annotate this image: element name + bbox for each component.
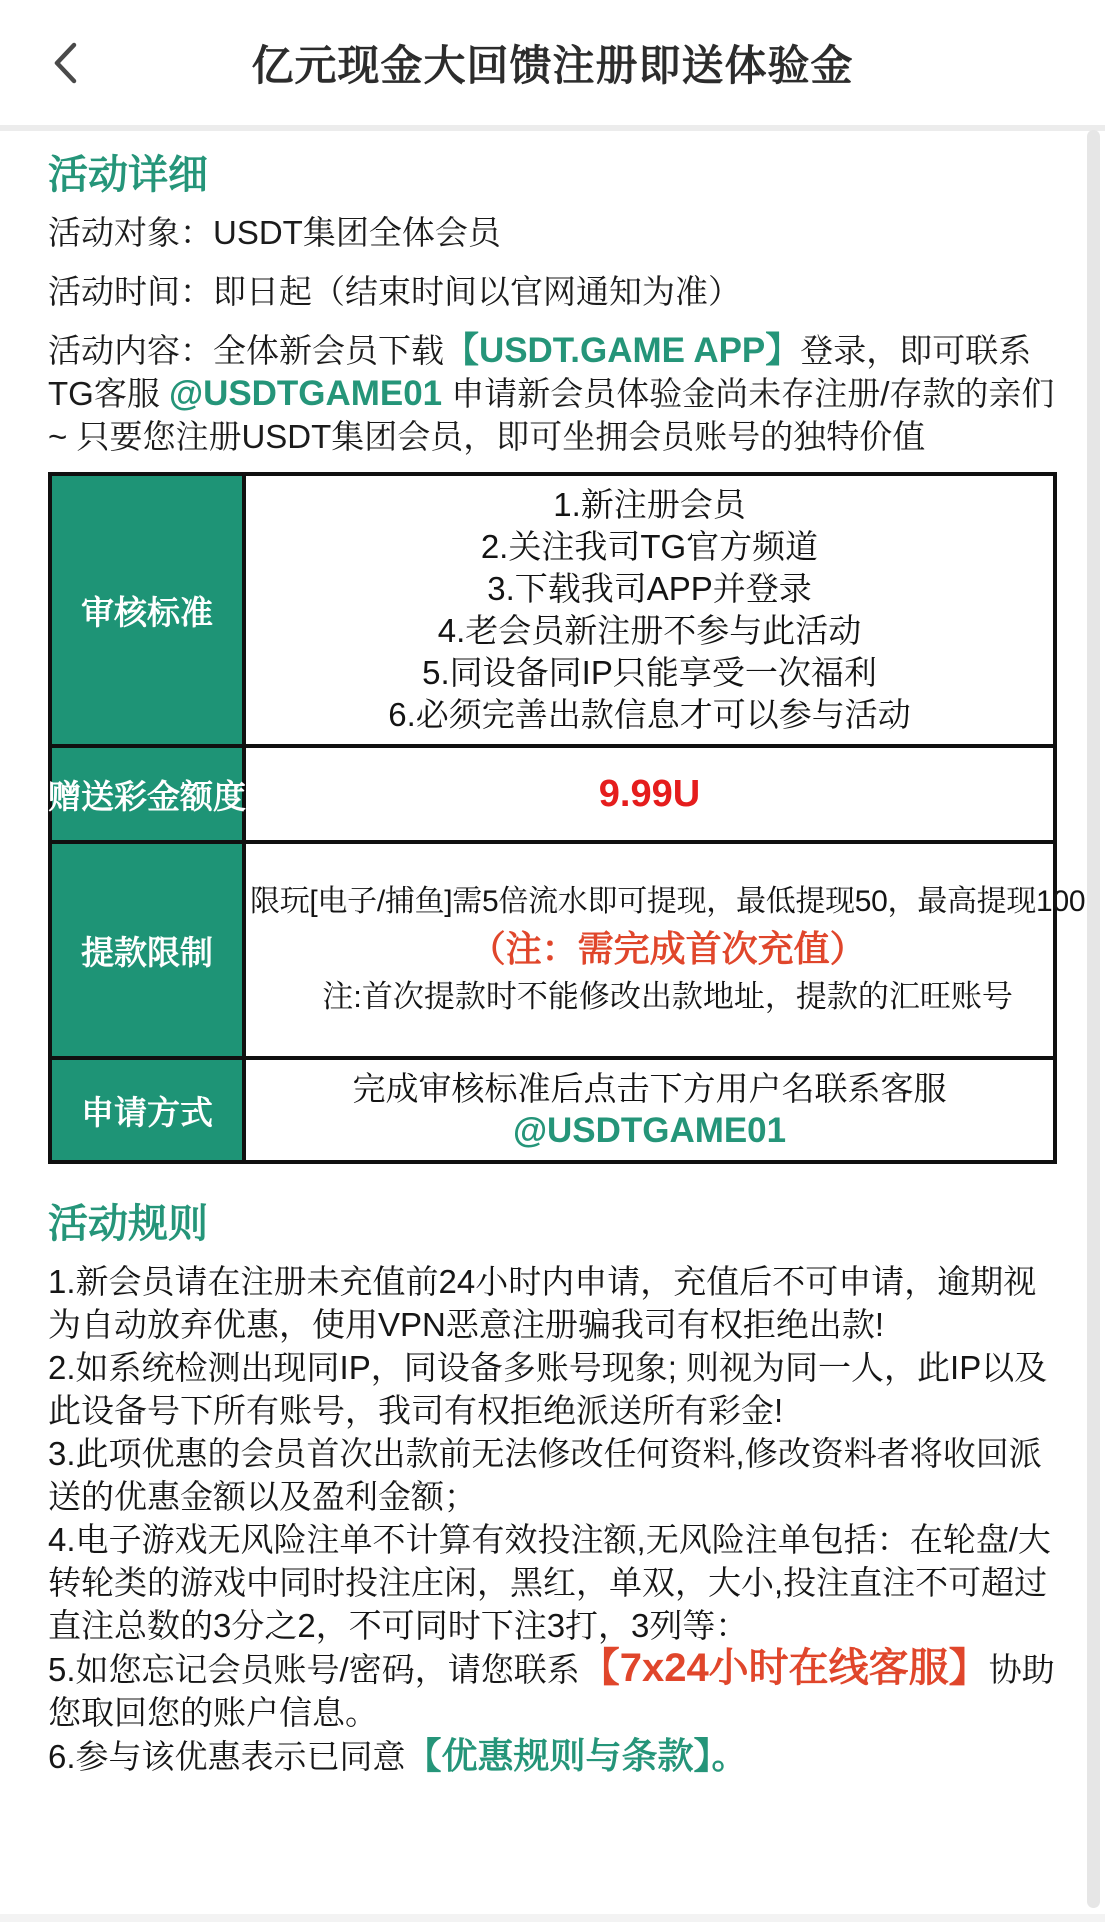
bonus-cell: [246, 748, 1053, 840]
rule-5-post: 协助您取回您的账户信息。: [48, 1651, 1055, 1731]
back-button[interactable]: [50, 0, 80, 125]
rule-6-pre: 6.参与该优惠表示已同意: [48, 1738, 406, 1775]
rules-list: [48, 1260, 1057, 1778]
bottom-strip: [0, 1914, 1105, 1922]
activity-content-line: [48, 329, 1057, 458]
apply-handle-link[interactable]: @USDTGAME01: [512, 1111, 787, 1150]
audit-criteria-cell: [246, 476, 1053, 744]
table-row-apply: [52, 1056, 1053, 1160]
withdraw-line-3: 注:首次提款时不能修改出款地址，提款的汇旺账号: [322, 979, 1013, 1014]
apply-text: 完成审核标准后点击下方用户名联系客服: [352, 1070, 947, 1107]
details-heading: 活动详细: [48, 153, 208, 197]
rule-item-2: 2.如系统检测出现同IP，同设备多账号现象; 则视为同一人，此IP以及此设备号下所有账号，我司有权拒绝派送所有彩金!: [48, 1349, 1048, 1429]
activity-content-suffix: 申请新会员体验金尚未存注册/存款的亲们~ 只要您注册USDT集团会员，即可坐拥会员账号的独特价值: [48, 375, 1055, 455]
audit-line-6: 6.必须完善出款信息才可以参与活动: [388, 696, 911, 733]
withdraw-cell: [246, 844, 1089, 1056]
app-bar: [0, 0, 1105, 125]
activity-content-prefix: 活动内容：全体新会员下载: [48, 332, 444, 369]
audit-line-2: 2.关注我司TG官方频道: [480, 528, 819, 565]
audit-line-5: 5.同设备同IP只能享受一次福利: [422, 654, 877, 691]
terms-link[interactable]: 【优惠规则与条款】。: [405, 1735, 748, 1776]
activity-content-mid: 登录，即可联系TG客服: [48, 332, 1032, 412]
bonus-amount: 9.99U: [598, 773, 701, 815]
activity-time-line: 活动时间：即日起（结束时间以官网通知为准）: [48, 273, 741, 310]
chevron-left-icon: [50, 39, 80, 87]
promo-table: [48, 472, 1086, 1164]
rules-heading: 活动规则: [48, 1202, 208, 1246]
table-row-withdraw: [52, 840, 1086, 1056]
withdraw-note-red: （注：需完成首次充值）: [469, 928, 866, 969]
tg-handle-link[interactable]: @USDTGAME01: [169, 374, 443, 413]
apply-label: 申请方式: [52, 1060, 246, 1160]
audit-line-1: 1.新注册会员: [553, 486, 746, 523]
audit-line-3: 3.下载我司APP并登录: [487, 570, 812, 607]
promo-content: [0, 131, 1105, 1778]
rule-item-5: [48, 1647, 1057, 1734]
activity-target-line: 活动对象：USDT集团全体会员: [48, 214, 501, 251]
table-row-audit: [52, 476, 1053, 744]
audit-label: 审核标准: [52, 476, 246, 744]
rule-item-6: [48, 1734, 1057, 1778]
rule-5-pre: 5.如您忘记会员账号/密码，请您联系: [48, 1651, 580, 1688]
audit-line-4: 4.老会员新注册不参与此活动: [437, 612, 862, 649]
apply-line: [250, 1068, 1049, 1152]
rule-item-1: 1.新会员请在注册未充值前24小时内申请，充值后不可申请，逾期视为自动放弃优惠，使用VPN恶意注册骗我司有权拒绝出款!: [48, 1263, 1037, 1343]
withdraw-line-1: 限玩[电子/捕鱼]需5倍流水即可提现，最低提现50，最高提现100: [250, 885, 1086, 918]
withdraw-label: 提款限制: [52, 844, 246, 1056]
scrollbar-thumb[interactable]: [1087, 130, 1100, 1908]
bonus-label: 赠送彩金额度: [52, 748, 246, 840]
rule-item-4: 4.电子游戏无风险注单不计算有效投注额,无风险注单包括：在轮盘/大转轮类的游戏中同时投注庄闲，黑红，单双，大小,投注直注不可超过直注总数的3分之2，不可同时下注3打，3列等：: [48, 1521, 1051, 1644]
rule-item-3: 3.此项优惠的会员首次出款前无法修改任何资料,修改资料者将收回派送的优惠金额以及盈利金额；: [48, 1435, 1042, 1515]
app-name-link[interactable]: 【USDT.GAME APP】: [444, 331, 801, 370]
page-title: 亿元现金大回馈注册即送体验金: [251, 41, 854, 89]
apply-cell: [246, 1060, 1053, 1160]
online-service-link[interactable]: 【7x24小时在线客服】: [579, 1646, 989, 1690]
table-row-bonus: [48, 744, 1053, 840]
